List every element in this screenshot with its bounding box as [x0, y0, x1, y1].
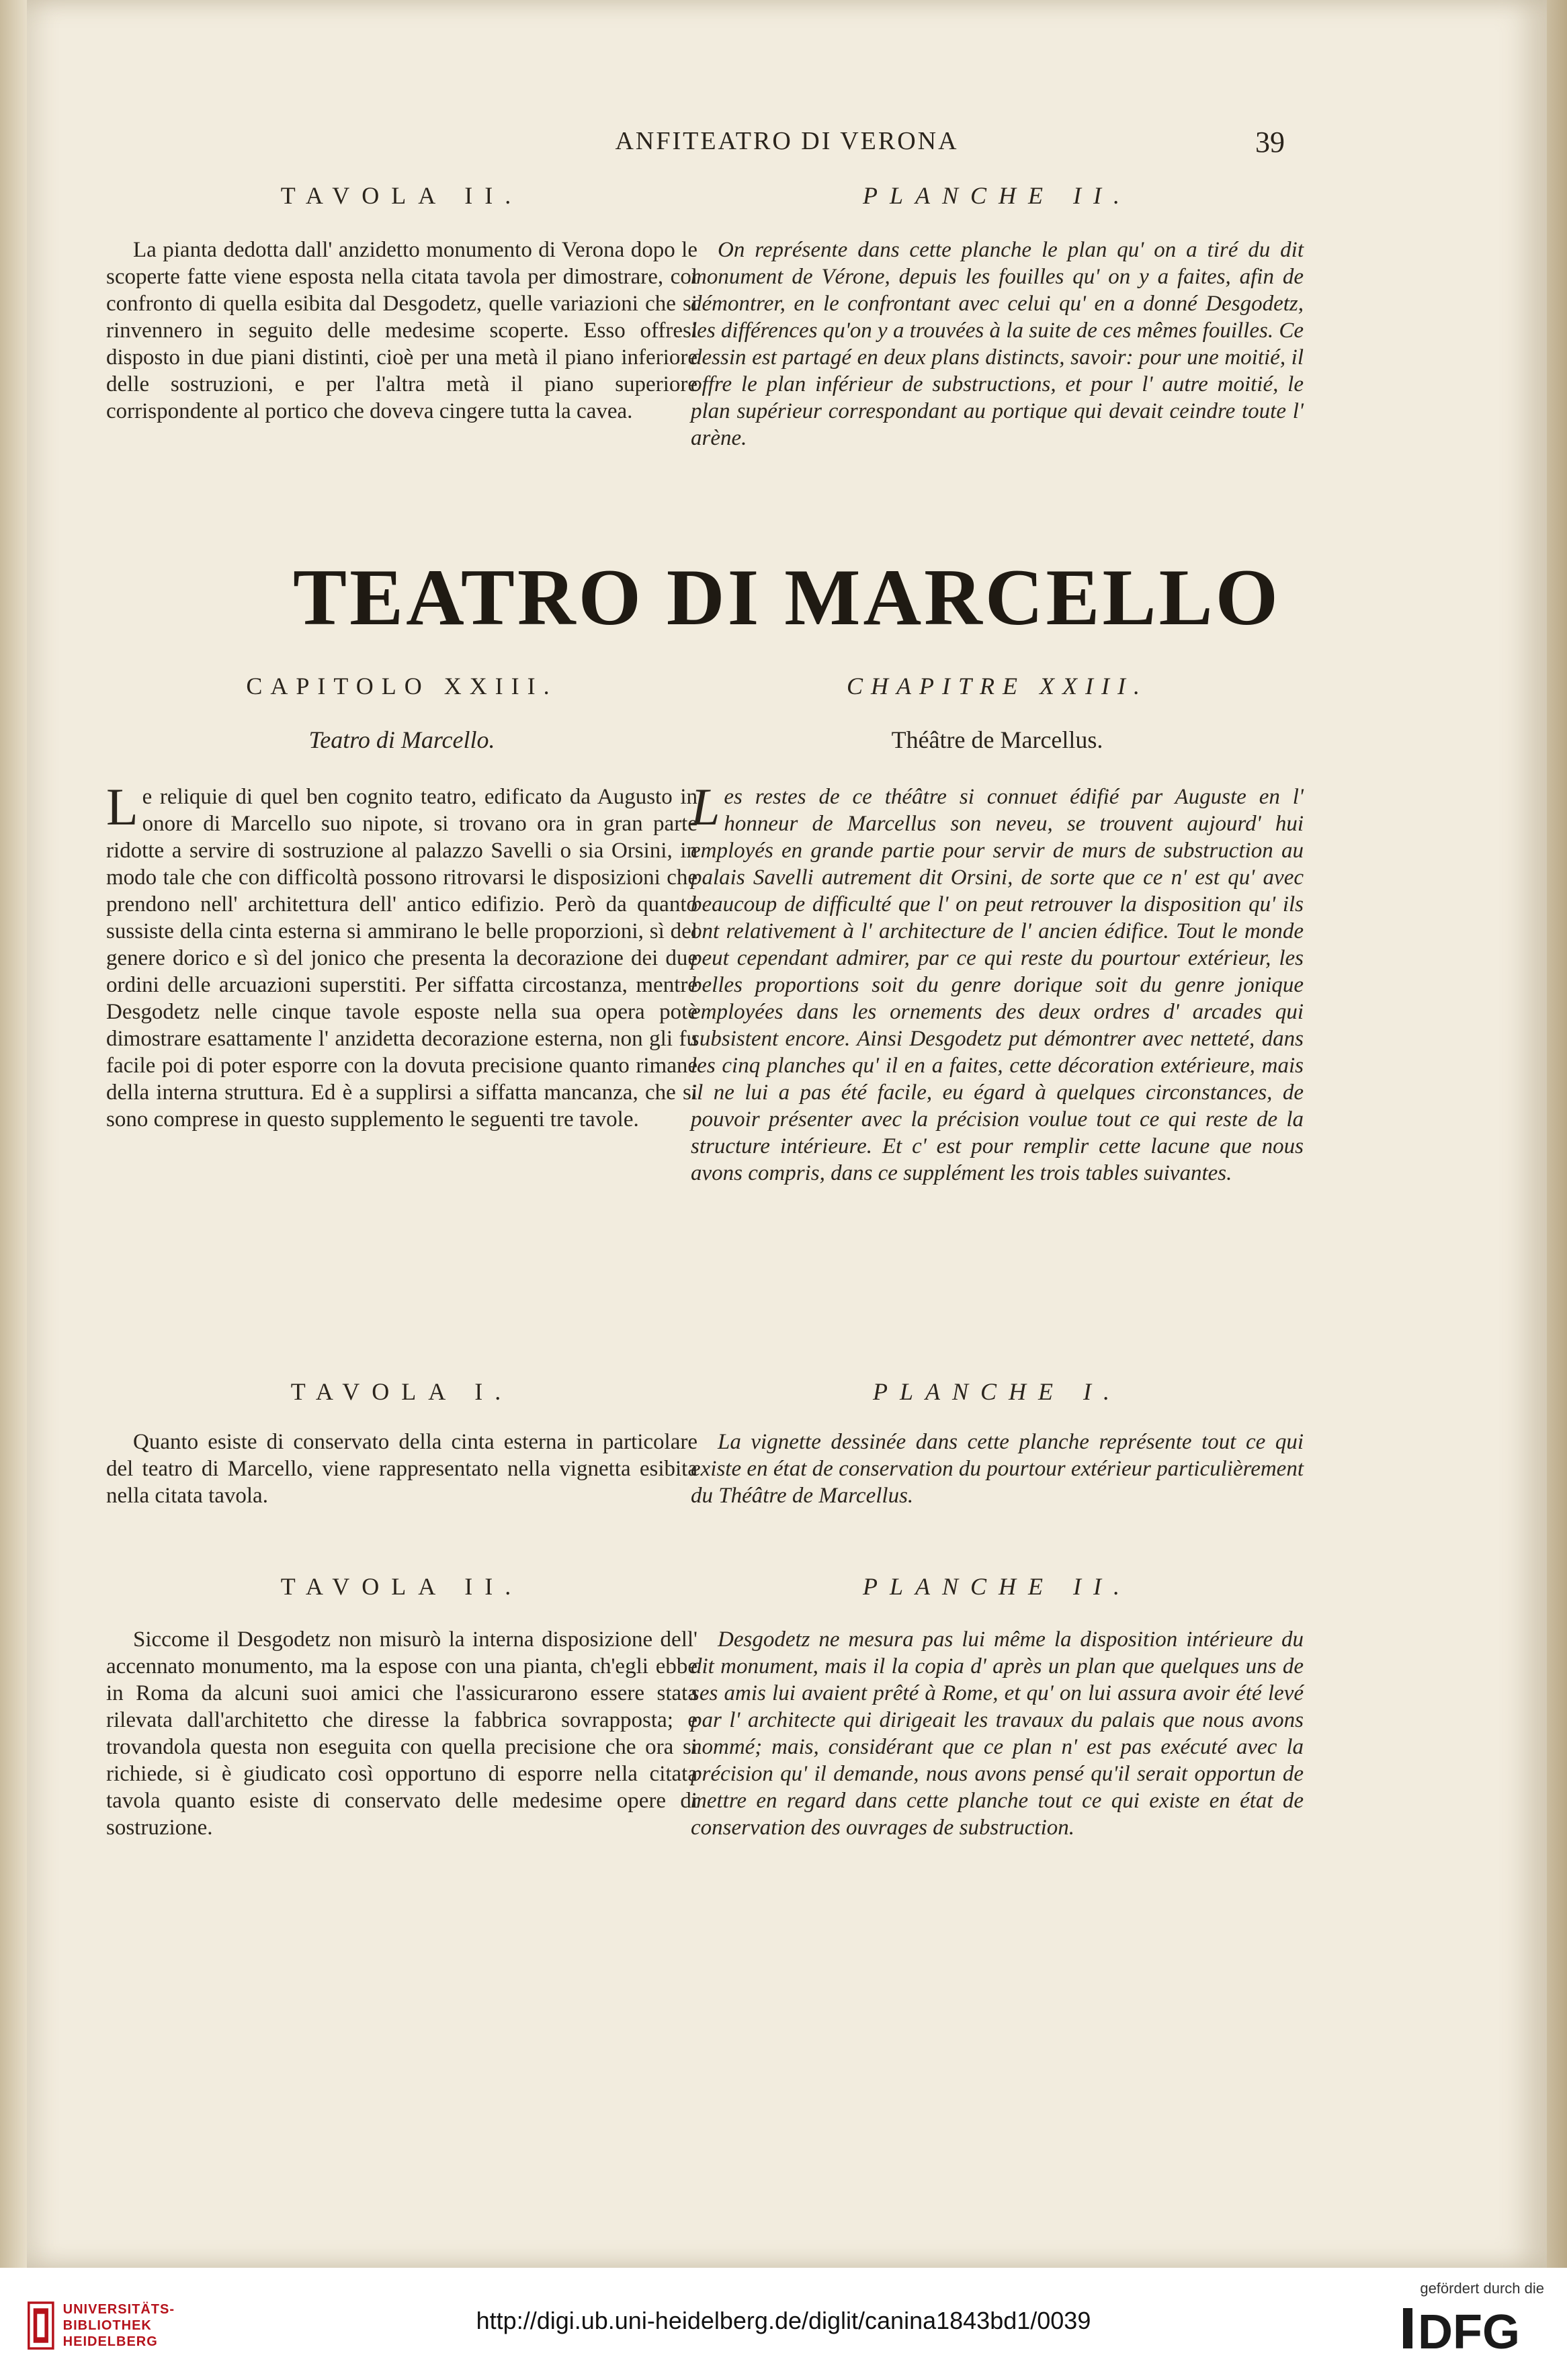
drop-cap-right: L [691, 777, 720, 836]
chapter-right-heading: CHAPITRE XXIII. [847, 673, 1148, 699]
page-number: 39 [1255, 126, 1285, 159]
permalink-url[interactable]: http://digi.ub.uni-heidelberg.de/diglit/canina1843bd1/0039 [476, 2307, 1091, 2334]
chapter-left-subtitle: Teatro di Marcello. [308, 726, 495, 753]
tav1-right-heading: PLANCHE I. [872, 1378, 1121, 1405]
chapter-left-column [106, 672, 697, 1133]
sec1-right-heading: PLANCHE II. [863, 182, 1132, 209]
drop-cap-left: L [106, 777, 138, 836]
sec1-right-column [691, 181, 1304, 452]
tav2-left-column [106, 1572, 697, 1841]
tav1-right-paragraph: La vignette dessinée dans cette planche représente tout ce qui existe en état de conservation du pourtour extérieur particulièrement du Théâtre de Marcellus. [691, 1430, 1304, 1508]
library-line-2: BIBLIOTHEK [62, 2318, 152, 2333]
sec1-left-column [106, 181, 697, 425]
tav1-right-column [691, 1377, 1304, 1509]
chapter-left-paragraph [106, 777, 697, 1133]
library-line-1: UNIVERSITÄTS- [62, 2302, 175, 2317]
tav2-left-heading: TAVOLA II. [280, 1573, 523, 1600]
tav2-right-paragraph: Desgodetz ne mesura pas lui même la disposition intérieure du dit monument, mais il la copia d' après un plan que quelques uns de ses amis lui avaient prêté à Rome, et qu' on lui assura avoir été levé par l' architecte qui dirigeait les travaux du palais que nous avons nommé; mais, considérant que ce plan n' est pas exécuté avec la précision qu' il demande, nous avons pensé qu'il serait opportun de mettre en regard dans cette planche tout ce qui existe en état de conservation des ouvrages de substruction. [691, 1627, 1304, 1840]
funder-block[interactable] [1383, 2280, 1544, 2355]
chapter-right-paragraph [691, 777, 1304, 1187]
viewer-footer [0, 2268, 1567, 2380]
chapter-right-text: es restes de ce théâtre si connuet édifié par Auguste en l' honneur de Marcellus son neveu, se trouvent aujourd' hui employés en grande partie pour servir de murs de substruction au palais Savelli autrement dit Orsini, de sorte que ce n' est qu' avec beaucoup de difficulté que l' on peut retrouver la disposition qu' ils ont relativement à l' architecture de l' ancien édifice. Tout le monde peut cependant admirer, par ce qui reste du pourtour extérieur, les belles proportions soit du genre dorique soit du genre jonique employées dans les ornements des deux ordres d' arcades qui subsistent encore. Ainsi Desgodetz put démontrer avec netteté, dans les cinq planches qu' il en a faites, cette décoration extérieure, mais il ne lui a pas été facile, eu égard à quelques circonstances, de pouvoir présenter avec la précision voulue tout ce qui reste de la structure intérieure. Et c' est pour remplir cette lacune que nous avons compris, dans ce supplément les trois tables suivantes. [691, 785, 1304, 1185]
tav2-left-paragraph: Siccome il Desgodetz non misurò la interna disposizione dell' accennato monumento, ma la espose con una pianta, ch'egli ebbe in Roma da alcuni suoi amici che l'assicurarono essere stata rilevata dall'architetto che diresse la fabbrica sovrapposta; e trovandola questa non eseguita con quella precisione che ora si richiede, si è giudicato così opportuno di esporre nella citata tavola quanto esiste di conservato delle medesime opere di sostruzione. [106, 1627, 697, 1840]
chapter-left-text: e reliquie di quel ben cognito teatro, edificato da Augusto in onore di Marcello suo nipote, si trovano ora in gran parte ridotte a servire di sostruzione al palazzo Savelli o sia Orsini, in modo tale che con difficoltà possono ritrovarsi le disposizioni che prendono nell' architettura dell' antico edifizio. Però da quanto sussiste della cinta esterna si ammirano le belle proporzioni, sì del genere dorico e sì del jonico che presenta la decorazione dei due ordini delle arcuazioni superstiti. Per siffatta circostanza, mentre Desgodetz nelle cinque tavole esposte nella sua opera potè dimostrare esattamente l' anzidetta decorazione esterna, non gli fu facile poi di poter esporre con la dovuta precisione quanto rimane della interna struttura. Ed è a supplirsi a siffatta mancanza, che si sono comprese in questo supplemento le seguenti tre tavole. [106, 785, 697, 1132]
chapter-right-subtitle: Théâtre de Marcellus. [891, 726, 1103, 753]
tav2-right-column [691, 1572, 1304, 1841]
tav1-left-heading: TAVOLA I. [290, 1378, 513, 1405]
chapter-right-column [691, 672, 1304, 1187]
main-title: TEATRO DI MARCELLO [293, 552, 1281, 642]
tav1-left-column [106, 1377, 697, 1509]
dfg-logo-text: DFG [1418, 2305, 1520, 2355]
funding-note: gefördert durch die [1420, 2280, 1544, 2297]
book-page [27, 0, 1547, 2268]
sec1-left-paragraph: La pianta dedotta dall' anzidetto monumento di Verona dopo le scoperte fatte viene esposta nella citata tavola per dimostrare, col confronto di quella esibita dal Desgodetz, quelle variazioni che si rinvennero in seguito delle medesime scoperte. Esso offresi disposto in due piani distinti, cioè per una metà il piano inferiore delle sostruzioni, e per l'altra metà il piano superiore corrispondente al portico che doveva cingere tutta la cavea. [106, 238, 697, 423]
sec1-left-heading: TAVOLA II. [280, 182, 523, 209]
sec1-right-paragraph: On représente dans cette planche le plan qu' on a tiré du dit monument de Vérone, depuis les fouilles qu' on y a faites, afin de démontrer, en le confrontant avec celui qu' en a donné Desgodetz, les différences qu'on y a trouvées à la suite de ces mêmes fouilles. Ce dessin est partagé en deux plans distincts, savoir: pour une moitié, il offre le plan inférieur de substructions, et pour l' autre moitié, le plan supérieur correspondant au portique qui devait ceindre toute l' arène. [691, 238, 1304, 450]
library-line-3: HEIDELBERG [62, 2334, 158, 2349]
tav2-right-heading: PLANCHE II. [863, 1573, 1132, 1600]
running-title: ANFITEATRO DI VERONA [615, 127, 959, 155]
dfg-logo-icon [1403, 2301, 1544, 2355]
tav1-left-paragraph: Quanto esiste di conservato della cinta esterna in particolare del teatro di Marcello, viene rappresentato nella vignetta esibita nella citata tavola. [106, 1430, 697, 1508]
chapter-left-heading: CAPITOLO XXIII. [246, 673, 558, 699]
